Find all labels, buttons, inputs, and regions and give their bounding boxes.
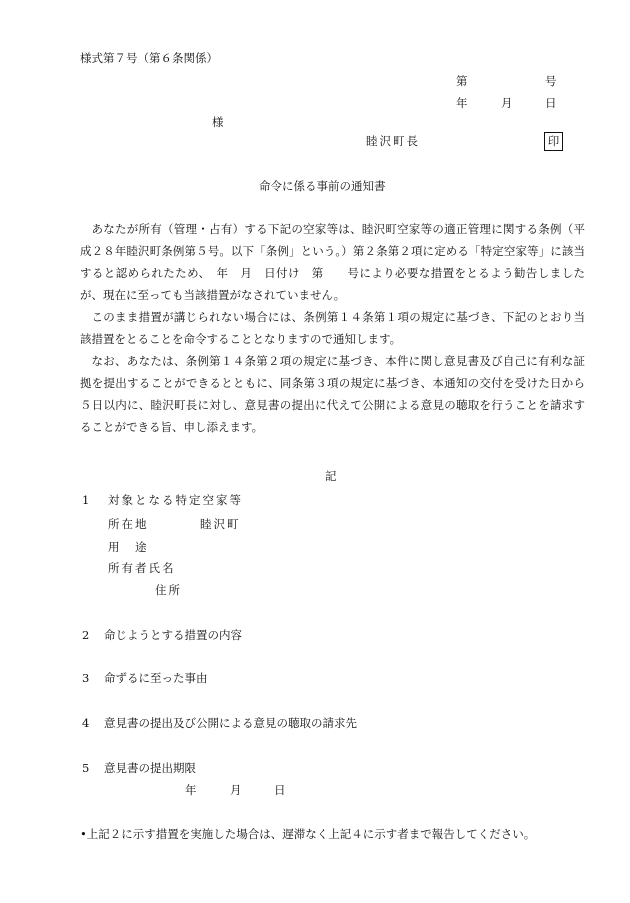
deadline-day: 日 xyxy=(274,783,286,797)
item-1-number: 1 xyxy=(82,493,90,507)
footnote: •上記２に示す措置を実施した場合は、遅滞なく上記４に示す者まで報告してください。 xyxy=(80,827,536,841)
date-month: 月 xyxy=(501,96,513,110)
body-paragraph-1: あなたが所有（管理・占有）する下記の空家等は、睦沢町空家等の適正管理に関する条例（平成２８年睦沢町条例第５号。以下「条例」という。）第２条第２項に定める「特定空家等」に該当すると認められたため、 年 月 日付け 第 号により必要な措置をとるよう勧告しましたが、現在に至っても当該措置がなされていません。 xyxy=(80,222,585,302)
location-value: 睦沢町 xyxy=(200,517,241,531)
date-year: 年 xyxy=(456,96,468,110)
deadline-year: 年 xyxy=(185,783,197,797)
owner-address-label: 住所 xyxy=(155,583,182,597)
body-paragraph-3: なお、あなたは、条例第１４条第２項の規定に基づき、本件に関し意見書及び自己に有利な証拠を提出することができるとともに、同条第３項の規定に基づき、本通知の交付を受けた日から５日以内に、睦沢町長に対し、意見書の提出に代えて公開による意見の聴取を行うことを請求することができる旨、申し添えます。 xyxy=(80,354,585,434)
item-5-title: 意見書の提出期限 xyxy=(104,761,196,775)
item-2-title: 命じようとする措置の内容 xyxy=(104,628,242,642)
item-3-title: 命ずるに至った事由 xyxy=(104,671,208,685)
item-1-title: 対象となる特定空家等 xyxy=(108,493,243,507)
item-5-number: 5 xyxy=(82,761,90,775)
doc-number-suffix: 号 xyxy=(545,74,557,88)
date-day: 日 xyxy=(545,96,557,110)
seal-mark: 印 xyxy=(544,132,563,151)
ki-heading: 記 xyxy=(325,469,337,483)
document-title: 命令に係る事前の通知書 xyxy=(259,179,386,193)
doc-number-prefix: 第 xyxy=(456,74,468,88)
location-label: 所在地 xyxy=(108,517,149,531)
body-paragraph-2: このまま措置が講じられない場合には、条例第１４条第１項の規定に基づき、下記のとおり当該措置をとることを命令することとなりますので通知します。 xyxy=(80,310,585,346)
owner-name-label: 所有者氏名 xyxy=(108,561,176,575)
sender-name: 睦沢町長 xyxy=(366,134,420,148)
item-3-number: 3 xyxy=(82,671,90,685)
form-number: 様式第７号（第６条関係） xyxy=(80,51,218,65)
addressee-suffix: 様 xyxy=(212,115,224,129)
usage-label: 用 途 xyxy=(108,540,149,554)
deadline-month: 月 xyxy=(230,783,242,797)
item-2-number: 2 xyxy=(82,628,90,642)
item-4-number: 4 xyxy=(82,716,90,730)
item-4-title: 意見書の提出及び公開による意見の聴取の請求先 xyxy=(104,716,357,730)
